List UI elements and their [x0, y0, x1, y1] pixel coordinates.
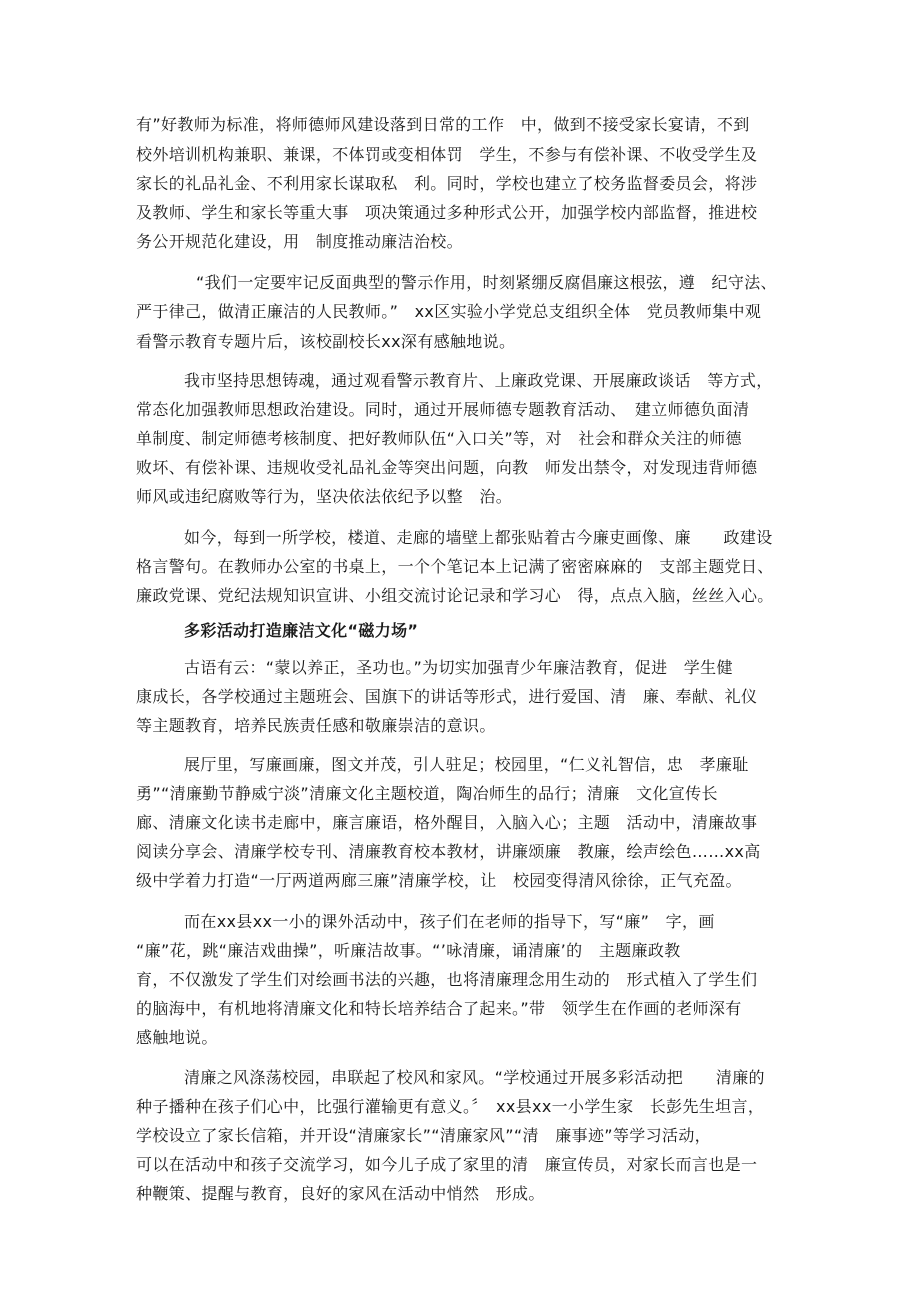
text-line: 级中学着力打造“一厅两道两廊三廉”清廉学校，让 校园变得清风徐徐，正气充盈。 [136, 871, 742, 890]
text-line: 古语有云：“蒙以养正，圣功也。”为切实加强青少年廉洁教育，促进 学生健 [184, 658, 733, 677]
text-line: 康成长，各学校通过主题班会、国旗下的讲话等形式，进行爱国、清 廉、奉献、礼仪 [136, 687, 758, 706]
text-line: 务公开规范化建设，用 制度推动廉洁治校。 [136, 232, 464, 251]
text-line: 家长的礼品礼金、不利用家长谋取私 利。同时，学校也建立了校务监督委员会，将涉 [136, 174, 758, 193]
text-line: 如今，每到一所学校，楼道、走廊的墙壁上都张贴着古今廉吏画像、廉 政建设 [184, 528, 773, 547]
text-line: 感触地说。 [136, 1028, 218, 1047]
text-line: 常态化加强教师思想政治建设。同时，通过开展师德专题教育活动、 建立师德负面清 [136, 400, 750, 419]
text-line: “我们一定要牢记反面典型的警示作用，时刻紧绷反腐倡廉这根弦，遵 纪守法、 [196, 273, 777, 292]
text-line: 廊、清廉文化读书走廊中，廉言廉语，格外醒目，入脑入心；主题 活动中，清廉故事 [136, 813, 758, 832]
text-line: 勇”“清廉勤节静威宁淡”清廉文化主题校道，陶冶师生的品行；清廉 文化宣传长 [136, 784, 718, 803]
text-line: “廉”花，跳“廉洁戏曲操”，听廉洁故事。“’咏清廉，诵清廉’的 主题廉政教 [136, 941, 681, 960]
text-line: 我市坚持思想铸魂，通过观看警示教育片、上廉政党课、开展廉政谈话 等方式， [184, 371, 773, 390]
text-line: 可以在活动中和孩子交流学习，如今儿子成了家里的清 廉宣传员，对家长而言也是一 [136, 1155, 758, 1174]
text-line: 学校设立了家长信箱，并开设“清廉家长”“清廉家风”“清 廉事迹”等学习活动， [136, 1126, 712, 1145]
text-line: 廉政党课、党纪法规知识宣讲、小组交流讨论记录和学习心 得，点点入脑，丝丝入心。 [136, 586, 774, 605]
text-line: 清廉之风涤荡校园，串联起了校风和家风。“学校通过开展多彩活动把 清廉的 [184, 1068, 765, 1087]
text-line: 等主题教育，培养民族责任感和敬廉崇洁的意识。 [136, 716, 496, 735]
text-line: 阅读分享会、清廉学校专刊、清廉教育校本教材，讲廉颂廉 教廉，绘声绘色……xx高 [136, 842, 761, 861]
heading-text: 多彩活动打造廉洁文化“磁力场” [184, 621, 419, 640]
text-line: 种子播种在孩子们心中，比强行灌输更有意义。〞 xx县xx一小学生家 长彭先生坦言， [136, 1097, 765, 1116]
text-line: 单制度、制定师德考核制度、把好教师队伍“入口关”等，对 社会和群众关注的师德 [136, 429, 742, 448]
text-line: 育，不仅激发了学生们对绘画书法的兴趣，也将清廉理念用生动的 形式植入了学生们 [136, 970, 758, 989]
text-line: 有”好教师为标准，将师德师风建设落到日常的工作 中，做到不接受家长宴请，不到 [136, 115, 750, 134]
text-line: 的脑海中，有机地将清廉文化和特长培养结合了起来。”带 领学生在作画的老师深有 [136, 999, 742, 1018]
text-line: 而在xx县xx一小的课外活动中，孩子们在老师的指导下，写“廉” 字，画 [184, 912, 715, 931]
text-line: 败坏、有偿补课、违规收受礼品礼金等突出问题，向教 师发出禁令，对发现违背师德 [136, 458, 758, 477]
text-line: 师风或违纪腐败等行为，坚决依法依纪予以整 治。 [136, 487, 513, 506]
text-line: 校外培训机构兼职、兼课，不体罚或变相体罚 学生，不参与有偿补课、不收受学生及 [136, 145, 758, 164]
text-line: 看警示教育专题片后，该校副校长xx深有感触地说。 [136, 332, 516, 351]
text-line: 种鞭策、提醒与教育，良好的家风在活动中悄然 形成。 [136, 1184, 545, 1203]
text-line: 严于律己，做清正廉洁的人民教师。” xx区实验小学党总支组织全体 党员教师集中观 [136, 302, 762, 321]
text-line: 格言警句。在教师办公室的书桌上，一个个笔记本上记满了密密麻麻的 支部主题党日、 [136, 557, 774, 576]
text-line: 展厅里，写廉画廉，图文并茂，引人驻足；校园里，“仁义礼智信，忠 孝廉耻 [184, 755, 749, 774]
text-line: 及教师、学生和家长等重大事 项决策通过多种形式公开，加强学校内部监督，推进校 [136, 203, 758, 222]
